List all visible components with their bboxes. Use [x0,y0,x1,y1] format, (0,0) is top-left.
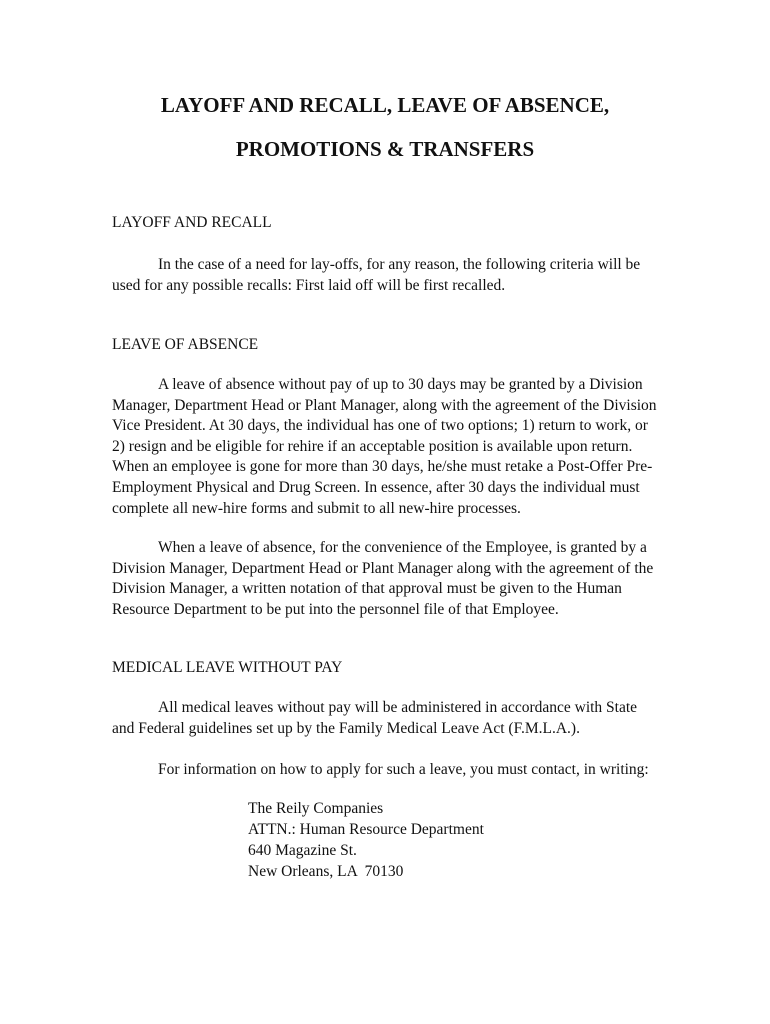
paragraph-leave-2: When a leave of absence, for the convenience of the Employee, is granted by a Division Manager, Department Head or Plant Manager along with the agreement of the Division Manager, a written notation of that approval must be given to the Human Resource Department to be put into the personnel file of that Employee. [112,539,654,618]
paragraph-medical-2: For information on how to apply for such a leave, you must contact, in writing: [158,761,649,778]
address-line-street: 640 Magazine St. [248,842,357,859]
paragraph-leave-1: A leave of absence without pay of up to 30 days may be granted by a Division Manager, Department Head or Plant Manager, along with the agreement of the Division Vice President. At 30 days, the individual has one of two options; 1) return to work, or 2) resign and be eligible for rehire if an acceptable position is available upon return. When an employee is gone for more than 30 days, he/she must retake a Post-Offer Pre-Employment Physical and Drug Screen. In essence, after 30 days the individual must complete all new-hire forms and submit to all new-hire processes. [112,376,657,517]
section-heading-medical: MEDICAL LEAVE WITHOUT PAY [112,659,343,676]
section-heading-layoff: LAYOFF AND RECALL [112,214,272,231]
address-line-city: New Orleans, LA 70130 [248,863,404,880]
section-heading-leave: LEAVE OF ABSENCE [112,336,259,353]
address-line-company: The Reily Companies [248,800,384,817]
address-line-attn: ATTN.: Human Resource Department [248,821,484,838]
contact-address [248,798,484,882]
paragraph-medical-1: All medical leaves without pay will be administered in accordance with State and Federal guidelines set up by the Family Medical Leave Act (F.M.L.A.). [112,699,638,737]
paragraph-layoff: In the case of a need for lay-offs, for any reason, the following criteria will be used for any possible recalls: First laid off will be first recalled. [112,256,641,294]
document-title-line-1: LAYOFF AND RECALL, LEAVE OF ABSENCE, [160,93,610,117]
document-title-line-2: PROMOTIONS & TRANSFERS [235,137,535,161]
